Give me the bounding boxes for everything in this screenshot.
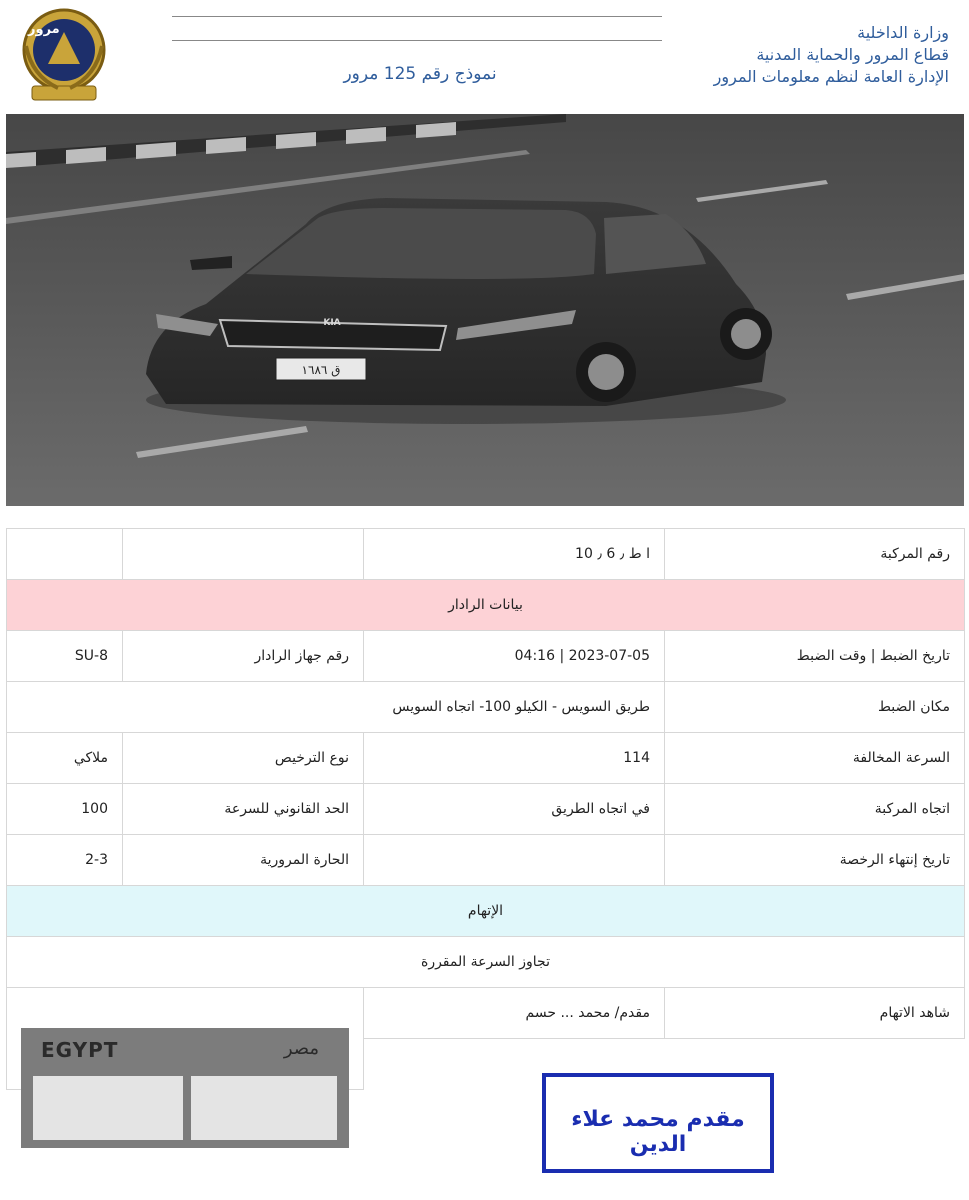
accusation-section-row bbox=[7, 886, 965, 937]
emblem-watermark-text: مرور bbox=[28, 22, 60, 37]
radar-section-row bbox=[7, 580, 965, 631]
ministry-block bbox=[714, 22, 949, 88]
license-expiry-label: تاريخ إنتهاء الرخصة bbox=[665, 835, 965, 886]
datetime-value: 2023-07-05 | 04:16 bbox=[364, 631, 665, 682]
vehicle-number-value: ا ط ٫ 6 ٫ 10 bbox=[364, 529, 665, 580]
radar-photo bbox=[6, 114, 964, 506]
header-rule-bottom bbox=[172, 40, 662, 41]
violation-table bbox=[6, 528, 965, 1157]
car-badge-text: KIA bbox=[323, 318, 341, 328]
plate-crop bbox=[21, 1028, 349, 1148]
witness-row bbox=[7, 988, 965, 1039]
place-value: طريق السويس - الكيلو 100- اتجاه السويس bbox=[7, 682, 665, 733]
ministry-emblem bbox=[18, 6, 110, 106]
place-label: مكان الضبط bbox=[665, 682, 965, 733]
radar-section-title: بيانات الرادار bbox=[7, 580, 965, 631]
direction-value: في اتجاه الطريق bbox=[364, 784, 665, 835]
empty-cell bbox=[7, 529, 123, 580]
witness-label: شاهد الاتهام bbox=[665, 988, 965, 1039]
plate-crop-cell bbox=[7, 988, 364, 1090]
form-title: نموذج رقم 125 مرور bbox=[343, 64, 497, 84]
sector-name: قطاع المرور والحماية المدنية bbox=[756, 45, 949, 64]
radar-number-label: رقم جهاز الرادار bbox=[123, 631, 364, 682]
signature-cell bbox=[364, 1039, 965, 1157]
radar-photo-scene bbox=[6, 114, 964, 506]
place-row bbox=[7, 682, 965, 733]
vehicle-number-label: رقم المركبة bbox=[665, 529, 965, 580]
empty-cell bbox=[123, 529, 364, 580]
plate-country-ar: مصر bbox=[283, 1038, 319, 1059]
car-plate-text: ق ١٦٨٦ bbox=[301, 363, 341, 377]
lane-label: الحارة المرورية bbox=[123, 835, 364, 886]
lane-value: 2-3 bbox=[7, 835, 123, 886]
speed-limit-label: الحد القانوني للسرعة bbox=[123, 784, 364, 835]
speed-value: 114 bbox=[364, 733, 665, 784]
plate-blur-right bbox=[191, 1076, 337, 1140]
accusation-row bbox=[7, 937, 965, 988]
accusation-section-title: الإتهام bbox=[7, 886, 965, 937]
signature-text: مقدم محمد علاء الدين bbox=[571, 1107, 745, 1157]
department-name: الإدارة العامة لنظم معلومات المرور bbox=[713, 67, 949, 86]
speed-row bbox=[7, 733, 965, 784]
speed-label: السرعة المخالفة bbox=[665, 733, 965, 784]
witness-value: مقدم/ محمد ... حسم bbox=[364, 988, 665, 1039]
radar-number-value: SU-8 bbox=[7, 631, 123, 682]
license-expiry-value bbox=[364, 835, 665, 886]
datetime-label: تاريخ الضبط | وقت الضبط bbox=[665, 631, 965, 682]
datetime-row bbox=[7, 631, 965, 682]
license-type-label: نوع الترخيص bbox=[123, 733, 364, 784]
plate-country: EGYPT bbox=[41, 1038, 119, 1062]
direction-label: اتجاه المركبة bbox=[665, 784, 965, 835]
direction-row bbox=[7, 784, 965, 835]
speed-limit-value: 100 bbox=[7, 784, 123, 835]
license-type-value: ملاكي bbox=[7, 733, 123, 784]
vehicle-row bbox=[7, 529, 965, 580]
accusation-value: تجاوز السرعة المقررة bbox=[7, 937, 965, 988]
ministry-name: وزارة الداخلية bbox=[857, 23, 949, 42]
plate-blur-left bbox=[33, 1076, 183, 1140]
license-expiry-row bbox=[7, 835, 965, 886]
header-rule-top bbox=[172, 16, 662, 17]
signature-stamp bbox=[542, 1073, 774, 1173]
